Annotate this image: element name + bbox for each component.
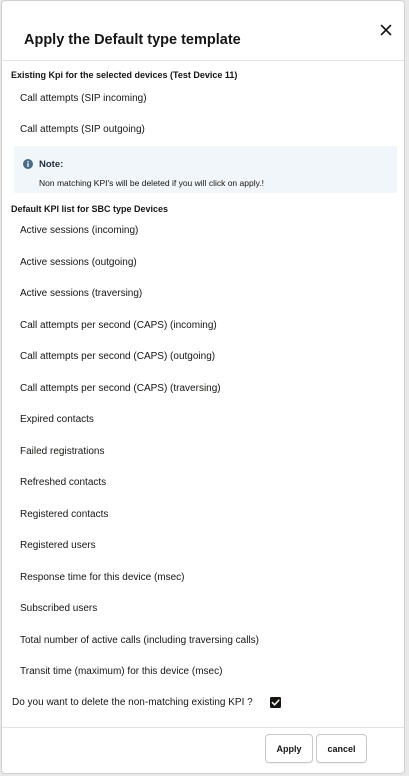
default-kpi-item: Registered users (20, 540, 96, 551)
existing-kpi-item: Call attempts (SIP incoming) (20, 93, 147, 104)
note-message (14, 146, 397, 193)
default-kpi-item: Subscribed users (20, 603, 98, 614)
cancel-button[interactable]: cancel (316, 734, 367, 763)
existing-kpi-heading: Existing Kpi for the selected devices (Test Device 11) (11, 70, 238, 80)
apply-button[interactable]: Apply (265, 734, 313, 763)
note-text: Non matching KPI's will be deleted if you will click on apply.! (39, 178, 264, 188)
default-kpi-item: Active sessions (incoming) (20, 225, 139, 236)
default-kpi-heading: Default KPI list for SBC type Devices (11, 204, 169, 214)
delete-confirm-checkbox[interactable] (270, 697, 281, 708)
default-kpi-item: Active sessions (traversing) (20, 288, 143, 299)
note-title: Note: (39, 159, 64, 170)
default-kpi-item: Active sessions (outgoing) (20, 257, 137, 268)
apply-template-dialog (1, 0, 405, 774)
default-kpi-item: Call attempts per second (CAPS) (incoming) (20, 320, 217, 331)
existing-kpi-item: Call attempts (SIP outgoing) (20, 124, 145, 135)
default-kpi-item: Total number of active calls (including traversing calls) (20, 635, 259, 646)
default-kpi-item: Call attempts per second (CAPS) (outgoing) (20, 351, 216, 362)
close-icon[interactable] (377, 21, 395, 39)
checkmark-icon (270, 697, 281, 708)
dialog-title: Apply the Default type template (24, 32, 241, 48)
default-kpi-item: Transit time (maximum) for this device (msec) (20, 666, 223, 677)
info-icon (23, 159, 33, 169)
default-kpi-item: Failed registrations (20, 446, 105, 457)
default-kpi-item: Call attempts per second (CAPS) (traversing) (20, 383, 221, 394)
dialog-body (2, 60, 404, 728)
default-kpi-item: Expired contacts (20, 414, 94, 425)
default-kpi-item: Registered contacts (20, 509, 109, 520)
default-kpi-item: Response time for this device (msec) (20, 572, 185, 583)
default-kpi-item: Refreshed contacts (20, 477, 107, 488)
delete-confirm-label: Do you want to delete the non-matching existing KPI ? (12, 697, 253, 708)
